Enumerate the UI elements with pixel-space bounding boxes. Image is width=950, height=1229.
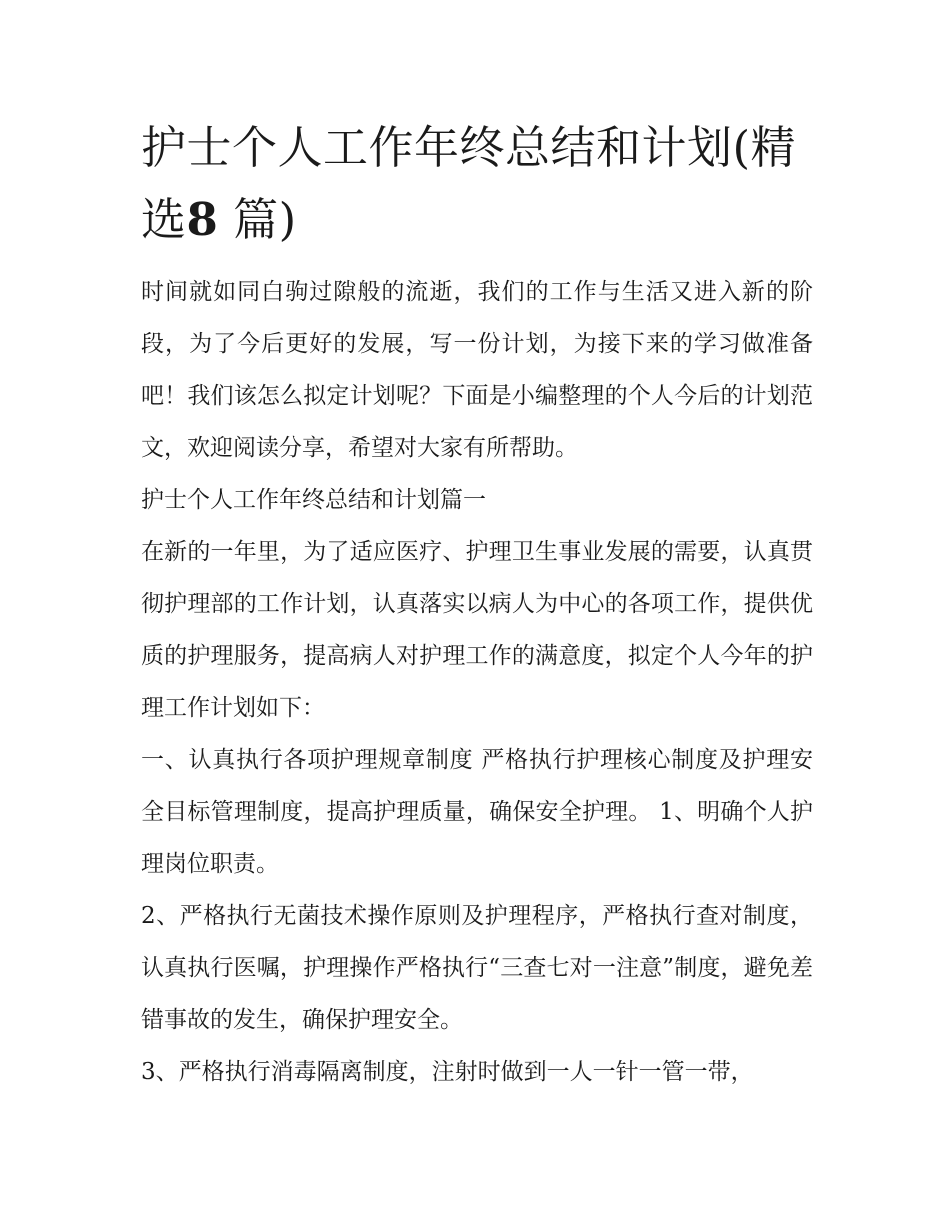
section-heading: 护士个人工作年终总结和计划篇一 bbox=[141, 487, 486, 513]
title-prefix: 护士个人工作年终总结和计划(精选 bbox=[141, 121, 797, 246]
title-number: 8 bbox=[186, 193, 219, 246]
intro-paragraph: 时间就如同白驹过隙般的流逝，我们的工作与生活又进入新的阶段，为了今后更好的发展，写一份计划，为接下来的学习做准备吧！我们该怎么拟定计划呢？下面是小编整理的个人今后的计划范文，欢迎阅读分享，希望对大家有所帮助。 bbox=[141, 279, 813, 461]
body-paragraph-4: 3、严格执行消毒隔离制度，注射时做到一人一针一管一带， bbox=[141, 1059, 754, 1085]
body-paragraph-2: 一、认真执行各项护理规章制度 严格执行护理核心制度及护理安全目标管理制度，提高护理质量，确保安全护理。 1、明确个人护理岗位职责。 bbox=[141, 747, 813, 877]
body-paragraph-1: 在新的一年里，为了适应医疗、护理卫生事业发展的需要，认真贯彻护理部的工作计划，认真落实以病人为中心的各项工作，提供优质的护理服务，提高病人对护理工作的满意度，拟定个人今年的护理工作计划如下： bbox=[141, 539, 813, 721]
title-suffix: 篇) bbox=[233, 193, 297, 246]
document-title bbox=[141, 112, 813, 256]
document-page bbox=[141, 112, 813, 1098]
body-paragraph-3: 2、严格执行无菌技术操作原则及护理程序，严格执行查对制度，认真执行医嘱，护理操作严格执行“三查七对一注意”制度，避免差错事故的发生，确保护理安全。 bbox=[141, 903, 813, 1033]
